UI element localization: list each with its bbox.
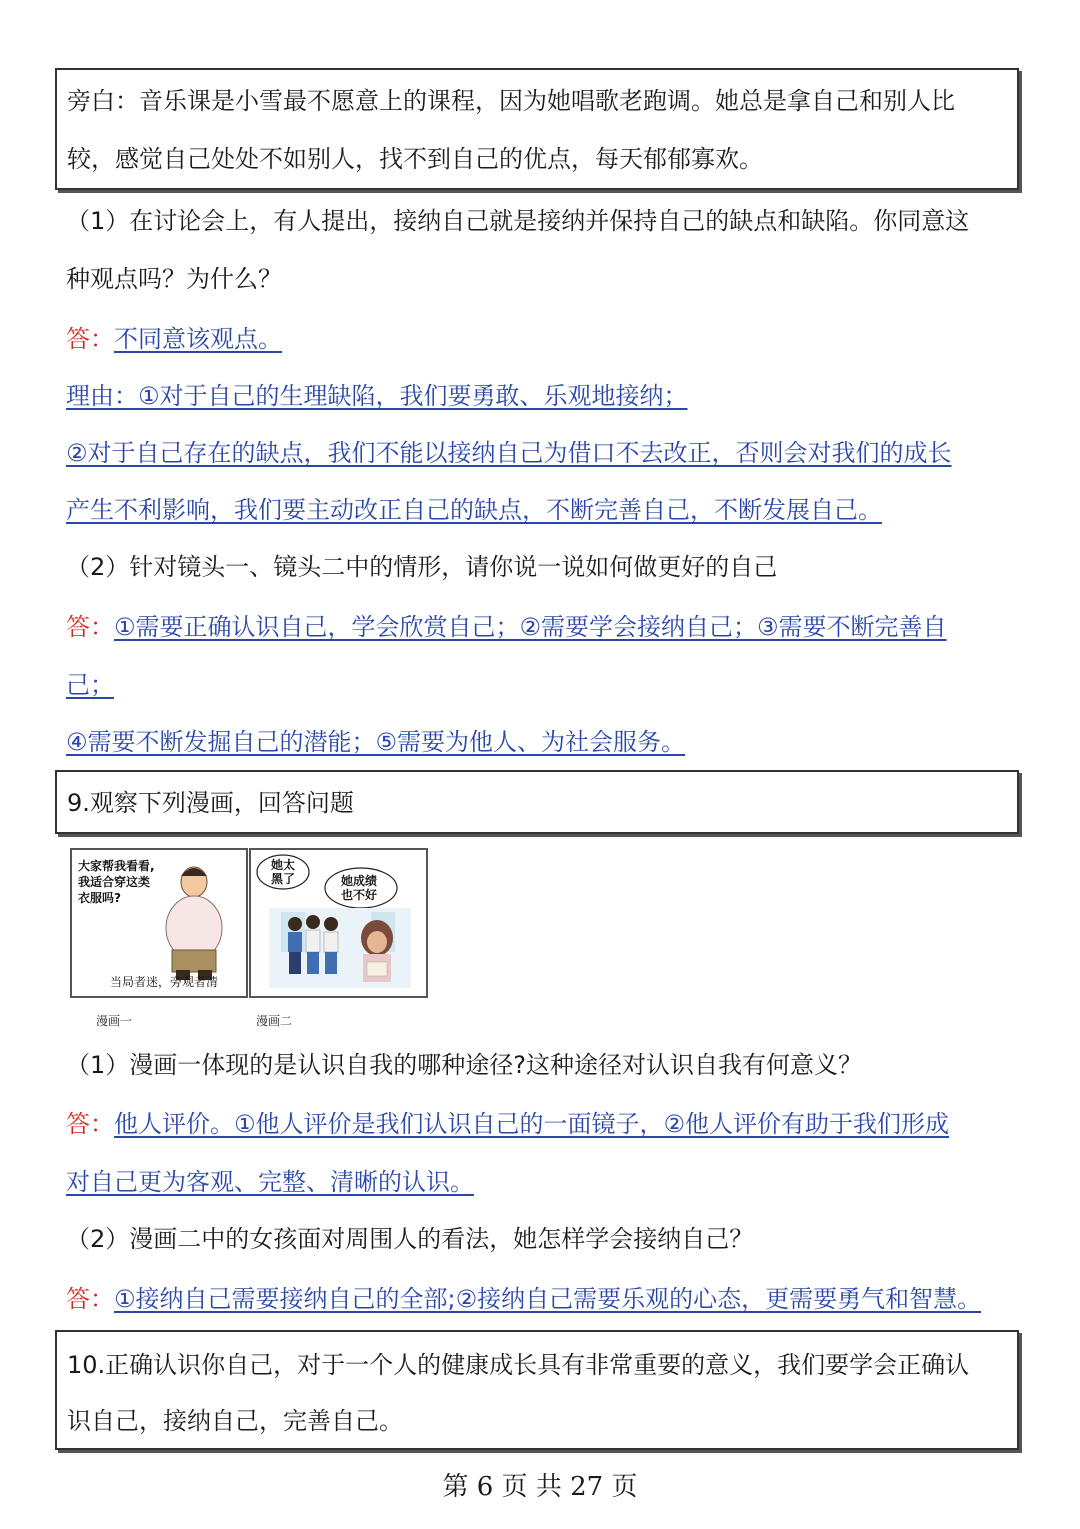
answer-text: ①接纳自己需要接纳自己的全部;②接纳自己需要乐观的心态，更需要勇气和智慧。 (114, 1285, 982, 1313)
q2-answer-a (66, 612, 947, 642)
q2-answer-c (66, 727, 685, 757)
q1-line-2: 种观点吗？为什么？ (66, 265, 282, 293)
answer-label: 答： (66, 325, 114, 353)
q1-reason-1 (66, 381, 688, 411)
answer-text: 不同意该观点。 (114, 325, 282, 353)
cartoon-two-bubble-1a: 她太 (271, 858, 296, 872)
reason-text: ②对于自己存在的缺点，我们不能以接纳自己为借口不去改正，否则会对我们的成长 (66, 439, 952, 467)
q10-line-1: 10.正确认识你自己，对于一个人的健康成长具有非常重要的意义，我们要学会正确认 (67, 1351, 970, 1379)
cartoon-two (249, 848, 428, 998)
cartoon-one-caption: 当局者迷，旁观者清 (110, 975, 219, 989)
page-footer: 第 6 页 共 27 页 (442, 1472, 638, 1502)
narration-line-1: 旁白：音乐课是小雪最不愿意上的课程，因为她唱歌老跑调。她总是拿自己和别人比 (67, 87, 955, 115)
q9-box (55, 770, 1019, 834)
q9-1-answer-a (66, 1109, 949, 1139)
answer-text: 己； (66, 671, 114, 699)
cartoon-two-illustration (251, 850, 426, 996)
q1-reason-2a (66, 438, 952, 468)
cartoon-two-bubble-2b: 也不好 (341, 888, 378, 902)
q1-answer (66, 324, 282, 354)
q9-1-answer-b (66, 1167, 474, 1197)
reason-text: 产生不利影响，我们要主动改正自己的缺点，不断完善自己，不断发展自己。 (66, 496, 882, 524)
q10-line-2: 识自己，接纳自己，完善自己。 (67, 1407, 403, 1435)
answer-text: ④需要不断发掘自己的潜能；⑤需要为他人、为社会服务。 (66, 728, 686, 756)
cartoon-one-illustration (72, 850, 246, 996)
cartoon-one-label: 漫画一 (96, 1014, 133, 1028)
answer-label: 答： (66, 1285, 114, 1313)
q2-answer-b (66, 670, 114, 700)
answer-text: 对自己更为客观、完整、清晰的认识。 (66, 1168, 474, 1196)
cartoon-one-speech-3: 衣服吗? (78, 891, 121, 905)
cartoon-two-bubble-2a: 她成绩 (341, 874, 378, 888)
narration-line-2: 较，感觉自己处处不如别人，找不到自己的优点，每天郁郁寡欢。 (67, 145, 763, 173)
q2-line-1: （2）针对镜头一、镜头二中的情形，请你说一说如何做更好的自己 (66, 553, 778, 581)
q10-box (55, 1330, 1019, 1450)
answer-label: 答： (66, 613, 114, 641)
answer-text: ①需要正确认识自己，学会欣赏自己；②需要学会接纳自己；③需要不断完善自 (114, 613, 947, 641)
q9-1-line-1: （1）漫画一体现的是认识自我的哪种途径?这种途径对认识自我有何意义？ (66, 1051, 863, 1079)
q9-title: 9.观察下列漫画，回答问题 (67, 789, 354, 817)
q1-reason-2b (66, 495, 882, 525)
q9-2-answer (66, 1284, 981, 1314)
q9-2-line-1: （2）漫画二中的女孩面对周围人的看法，她怎样学会接纳自己？ (66, 1225, 754, 1253)
cartoon-one-speech-2: 我适合穿这类 (78, 875, 151, 889)
answer-text: 他人评价。①他人评价是我们认识自己的一面镜子，②他人评价有助于我们形成 (114, 1110, 950, 1138)
q1-line-1: （1）在讨论会上，有人提出，接纳自己就是接纳并保持自己的缺点和缺陷。你同意这 (66, 207, 970, 235)
reason-text: 理由：①对于自己的生理缺陷，我们要勇敢、乐观地接纳； (66, 382, 688, 410)
narration-box (55, 68, 1019, 190)
cartoon-two-label: 漫画二 (256, 1014, 293, 1028)
cartoon-one-speech-1: 大家帮我看看, (78, 859, 155, 873)
answer-label: 答： (66, 1110, 114, 1138)
cartoon-one (70, 848, 248, 998)
cartoon-two-bubble-1b: 黑了 (271, 872, 296, 886)
